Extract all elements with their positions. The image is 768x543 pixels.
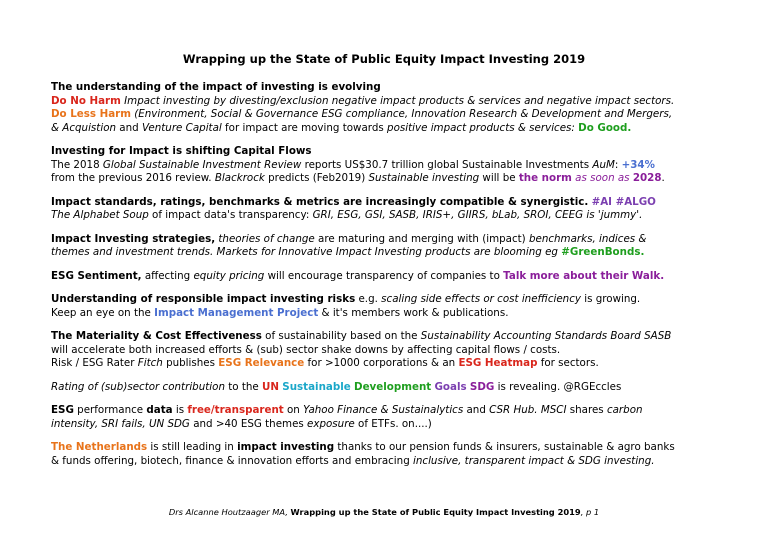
- hashtags-ai-algo: #AI #ALGO: [591, 195, 656, 208]
- year-2028: 2028: [632, 172, 662, 184]
- do-no-harm: Do No Harm: [51, 94, 121, 107]
- section-esg-data: ESG performance data is free/transparent on Yahoo Finance & Sustainalytics and CSR Hub. MSCI shares carbon intensity, SRI fails, UN SDG and >40 ESG themes exposure of ETFs. on....): [51, 404, 643, 430]
- section-heading: The understanding of the impact of investing is evolving: [51, 81, 381, 93]
- development-word: Development: [354, 380, 432, 393]
- section-heading: ESG Sentiment,: [51, 269, 142, 282]
- goals-word: Goals: [434, 380, 467, 393]
- talk-walk: Talk more about their Walk.: [503, 269, 665, 282]
- document-body: [51, 81, 731, 478]
- section-heading: Understanding of responsible impact investing risks: [51, 293, 356, 305]
- section-capital-flows: Investing for Impact is shifting Capital Flows The 2018 Global Sustainable Investment Review reports US$30.7 trillion global Sustainable Investments AuM: +34% from the previous 2016 review. Blackrock predicts (Feb2019) Sustainable investing will be the norm as soon as 2028.: [51, 145, 665, 184]
- section-strategies: Impact Investing strategies, theories of change are maturing and merging with (impact) benchmarks, indices & themes and investment trends. Markets for Innovative Impact Investing products are blooming eg #GreenBonds.: [51, 232, 647, 258]
- the-netherlands: The Netherlands: [51, 441, 148, 453]
- sustainable-word: Sustainable: [282, 380, 351, 393]
- page-footer: Drs Alcanne Houtzaager MA, Wrapping up the State of Public Equity Impact Investing 2019, p 1: [168, 507, 600, 517]
- section-materiality: The Materiality & Cost Effectiveness of sustainability based on the Sustainability Accounting Standards Board SASB will accelerate both increased efforts & (sub) sector shake downs by affecting capital flows / costs. Risk / ESG Rater Fitch publishes ESG Relevance for >1000 corporations & an ESG Heatmap for sectors.: [51, 330, 672, 369]
- section-heading: Investing for Impact is shifting Capital Flows: [51, 145, 312, 157]
- un-word: UN: [262, 380, 280, 393]
- free-transparent: free/transparent: [187, 404, 284, 416]
- the-norm: the norm: [518, 172, 572, 184]
- esg-relevance: ESG Relevance: [218, 357, 305, 369]
- section-evolving: The understanding of the impact of investing is evolving Do No Harm Impact investing by divesting/exclusion negative impact products & services and negative impact sectors. Do Less Harm (Environment, Social & Governance ESG compliance, Innovation Research & Development and Mergers, & Acquistion and Venture Capital for impact are moving towards positive impact products & services: Do Good.: [51, 81, 675, 134]
- document-title: Wrapping up the State of Public Equity Impact Investing 2019: [182, 52, 586, 66]
- hashtag-greenbonds: #GreenBonds.: [561, 246, 645, 258]
- sdg-word: SDG: [469, 380, 495, 393]
- section-risks: Understanding of responsible impact investing risks e.g. scaling side effects or cost inefficiency is growing. Keep an eye on the Impact Management Project & it's members work & publications.: [51, 293, 641, 319]
- do-less-harm: Do Less Harm: [51, 108, 131, 120]
- section-heading: Impact Investing strategies,: [51, 232, 216, 245]
- do-good: Do Good.: [578, 121, 632, 134]
- section-netherlands: The Netherlands is still leading in impact investing thanks to our pension funds & insurers, sustainable & agro banks & funds offering, biotech, finance & innovation efforts and embracing inclusive, transparent impact & SDG investing.: [51, 441, 675, 467]
- section-sentiment: ESG Sentiment, affecting equity pricing will encourage transparency of companies to Talk more about their Walk.: [51, 269, 665, 282]
- section-standards: Impact standards, ratings, benchmarks & metrics are increasingly compatible & synergistic. #AI #ALGO The Alphabet Soup of impact data's transparency: GRI, ESG, GSI, SASB, IRIS+, GIIRS, bLab, SROI, CEEG is 'jummy'.: [51, 195, 656, 221]
- impact-management-project: Impact Management Project: [154, 306, 319, 319]
- section-rating: Rating of (sub)sector contribution to the UN Sustainable Development Goals SDG is revealing. @RGEccles: [51, 380, 622, 393]
- esg-heatmap: ESG Heatmap: [458, 357, 538, 369]
- section-heading: The Materiality & Cost Effectiveness: [51, 330, 262, 342]
- growth-percent: +34%: [621, 158, 655, 171]
- section-heading: Impact standards, ratings, benchmarks & metrics are increasingly compatible & synergistic.: [51, 195, 589, 208]
